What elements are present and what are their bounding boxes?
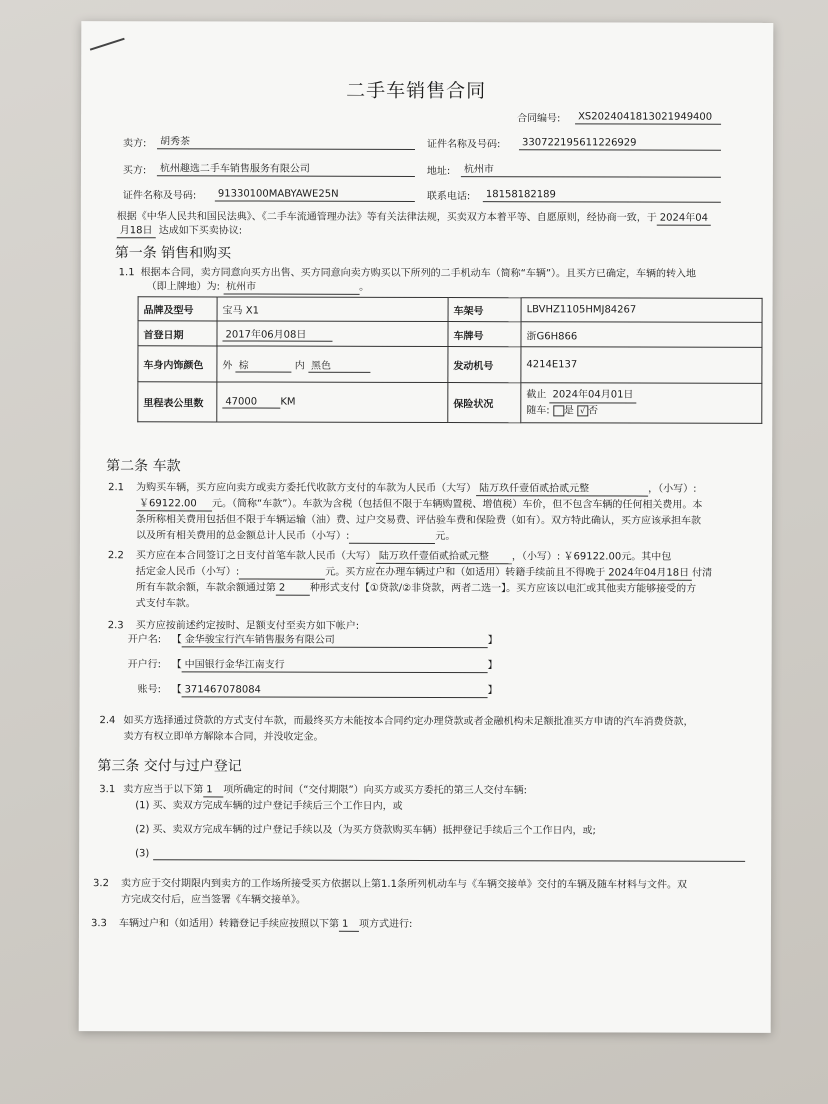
reg-date-key: 首登日期 xyxy=(138,321,217,346)
checkbox-no[interactable]: √ xyxy=(577,405,588,416)
plate-key: 车牌号 xyxy=(448,322,521,347)
article1-heading: 第一条 销售和购买 xyxy=(114,245,232,262)
clause-2-3-text: 买方应按前述约定按时、足额支付至卖方如下帐户: xyxy=(135,620,360,632)
buyer-addr-label: 地址: xyxy=(426,166,451,178)
mileage-cell: 47000 KM xyxy=(217,382,448,423)
preamble: 根据《中华人民共和国民法典》、《二手车流通管理办法》等有关法律法规，买卖双方本着平等、自愿原则，经协商一致，于 2024年04 xyxy=(117,210,711,226)
preamble-line2: 月18日 达成如下买卖协议: xyxy=(117,224,242,238)
clause-3-1-no: 3.1 xyxy=(99,784,116,796)
clause-1-1-no: 1.1 xyxy=(118,267,135,279)
clause-3-2-no: 3.2 xyxy=(93,878,109,890)
brand-key: 品牌及型号 xyxy=(138,297,217,321)
clause-3-1-text: 卖方应当于以下第 1 项所确定的时间（“交付期限”）向买方或买方委托的第三人交付车辆: xyxy=(123,784,528,797)
insurance-date: 2024年04月01日 xyxy=(550,387,637,403)
pen-mark xyxy=(90,38,125,51)
clause-3-1-item2: (2) 买、卖双方完成车辆的过户登记手续以及（为买方贷款购买车辆）抵押登记手续后三个工作日内，或; xyxy=(135,824,596,837)
mileage-key: 里程表公里数 xyxy=(138,382,217,422)
color-out-value: 棕 xyxy=(236,356,292,372)
insurance-key: 保险状况 xyxy=(448,383,521,423)
clause-3-3-no: 3.3 xyxy=(90,918,107,930)
account-no-label: 账号: xyxy=(137,684,161,696)
contract-no-value: XS2024041813021949400 xyxy=(575,110,721,124)
clause-2-1-line4: 以及所有相关费用的总金额总计人民币（小写）: 元。 xyxy=(135,530,456,543)
account-name: 金华骏宝行汽车销售服务有限公司 xyxy=(182,633,488,648)
account-no: 371467078084 xyxy=(182,683,488,698)
buyer-label: 买方: xyxy=(122,165,147,177)
account-name-field: 【 金华骏宝行汽车销售服务有限公司 】 xyxy=(171,634,498,647)
plate-value: 浙G6H866 xyxy=(521,322,762,348)
color-in-value: 黑色 xyxy=(308,356,370,372)
bank-label: 开户行: xyxy=(127,659,162,671)
contract-sheet xyxy=(79,21,774,1033)
clause-3-3-text: 车辆过户和（如适用）转籍登记手续应按照以下第 1 项方式进行: xyxy=(118,918,413,930)
clause-2-2-line4: 式支付车款。 xyxy=(135,598,196,610)
clause-2-1-no: 2.1 xyxy=(108,482,125,494)
clause-3-1-item3: (3) xyxy=(135,848,150,860)
clause-2-1-line3: 条所称相关费用包括但不限于车辆运输（油）费、过户交易费、评估验车费和保险费（如有）。双方特此确认，买方应该承担车款 xyxy=(136,514,702,527)
clause-2-4-line2: 卖方有权立即单方解除本合同，并没收定金。 xyxy=(123,731,324,743)
color-key: 车身内饰颜色 xyxy=(138,346,217,382)
seller-id-label: 证件名称及号码: xyxy=(426,139,501,151)
contract-no-label: 合同编号: xyxy=(517,113,561,125)
vin-key: 车架号 xyxy=(448,298,521,322)
bank-field: 【 中国银行金华江南支行 】 xyxy=(171,659,498,672)
seller-name: 胡秀茶 xyxy=(157,135,415,150)
color-cell: 外 棕 内 黑色 xyxy=(217,346,448,383)
clause-3-1-item3-line xyxy=(153,859,745,862)
checkbox-yes[interactable] xyxy=(553,405,564,416)
insurance-cell: 截止 2024年04月01日 随车: 是 √ 否 xyxy=(521,383,762,424)
bank-name: 中国银行金华江南支行 xyxy=(182,658,488,673)
mileage-value: 47000 xyxy=(222,396,280,408)
buyer-phone-label: 联系电话: xyxy=(426,191,471,203)
engine-value: 4214E137 xyxy=(521,347,762,384)
clause-2-1-line2: ￥69122.00 元。（简称“车款”）。车款为含税（包括但不限于车辆购置税、增值税）车价，但不包含车辆的任何相关费用。本 xyxy=(136,497,702,512)
buyer-id-label: 证件名称及号码: xyxy=(122,190,197,202)
buyer-name: 杭州趣选二手车销售服务有限公司 xyxy=(157,162,415,177)
buyer-phone-value: 18158182189 xyxy=(483,188,721,203)
clause-2-4-no: 2.4 xyxy=(99,715,116,727)
clause-2-1-line1: 为购买车辆，买方应向卖方或卖方委托代收款方支付的车款为人民币（大写） 陆万玖仟壹佰贰拾贰元整 ，（小写）: xyxy=(136,482,697,495)
account-name-label: 开户名: xyxy=(127,634,162,646)
clause-2-2-line3: 所有车款余额，车款余额通过第 2 种形式支付【①贷款/②非贷款，两者二选一】。买方应该以电汇或其他卖方能够接受的方 xyxy=(135,582,697,595)
buyer-id-value: 91330100MABYAWE25N xyxy=(215,187,415,202)
clause-3-2-line2: 方完成交付后，应当签署《车辆交接单》。 xyxy=(121,894,307,906)
clause-2-2-no: 2.2 xyxy=(107,550,124,562)
brand-value: 宝马 X1 xyxy=(217,297,448,322)
clause-2-2-line1: 买方应在本合同签订之日支付首笔车款人民币（大写） 陆万玖仟壹佰贰拾贰元整 ，（小写）: ￥69122.00元。其中包 xyxy=(135,550,672,563)
vin-value: LBVHZ1105HMJ84267 xyxy=(521,298,762,323)
buyer-addr-value: 杭州市 xyxy=(461,163,721,178)
reg-date-value: 2017年06月08日 xyxy=(222,325,332,341)
clause-1-1-line2: （即上牌地）为: 杭州市 。 xyxy=(146,281,370,293)
clause-2-2-line2: 括定金人民币（小写）: 元。买方应在办理车辆过户和（如适用）转籍手续前且不得晚于 2024年04月18日 付清 xyxy=(135,566,713,579)
clause-2-4-line1: 如买方选择通过贷款的方式支付车款，而最终买方未能按本合同约定办理贷款或者金融机构未足额批准买方申请的汽车消费贷款， xyxy=(123,715,694,728)
article2-heading: 第二条 车款 xyxy=(106,458,181,475)
clause-3-2-line1: 卖方应于交付期限内到卖方的工作场所接受买方依据以上第1.1条所列机动车与《车辆交接单》交付的车辆及随车材料与文件。双 xyxy=(121,878,687,891)
clause-3-1-item1: (1) 买、卖双方完成车辆的过户登记手续后三个工作日内，或 xyxy=(135,800,403,812)
seller-id-value: 330722195611226929 xyxy=(519,136,721,151)
engine-key: 发动机号 xyxy=(448,347,521,383)
article3-heading: 第三条 交付与过户登记 xyxy=(97,758,242,775)
clause-1-1-text: 根据本合同，卖方同意向买方出售、买方同意向卖方购买以下所列的二手机动车（简称“车辆”）。且买方已确定，车辆的转入地 xyxy=(140,267,697,280)
vehicle-table xyxy=(137,296,762,424)
reg-date-cell xyxy=(217,321,448,347)
clause-2-3-no: 2.3 xyxy=(107,620,124,632)
seller-label: 卖方: xyxy=(122,138,147,150)
contract-title: 二手车销售合同 xyxy=(346,79,487,103)
account-no-field: 【 371467078084 】 xyxy=(171,684,498,697)
